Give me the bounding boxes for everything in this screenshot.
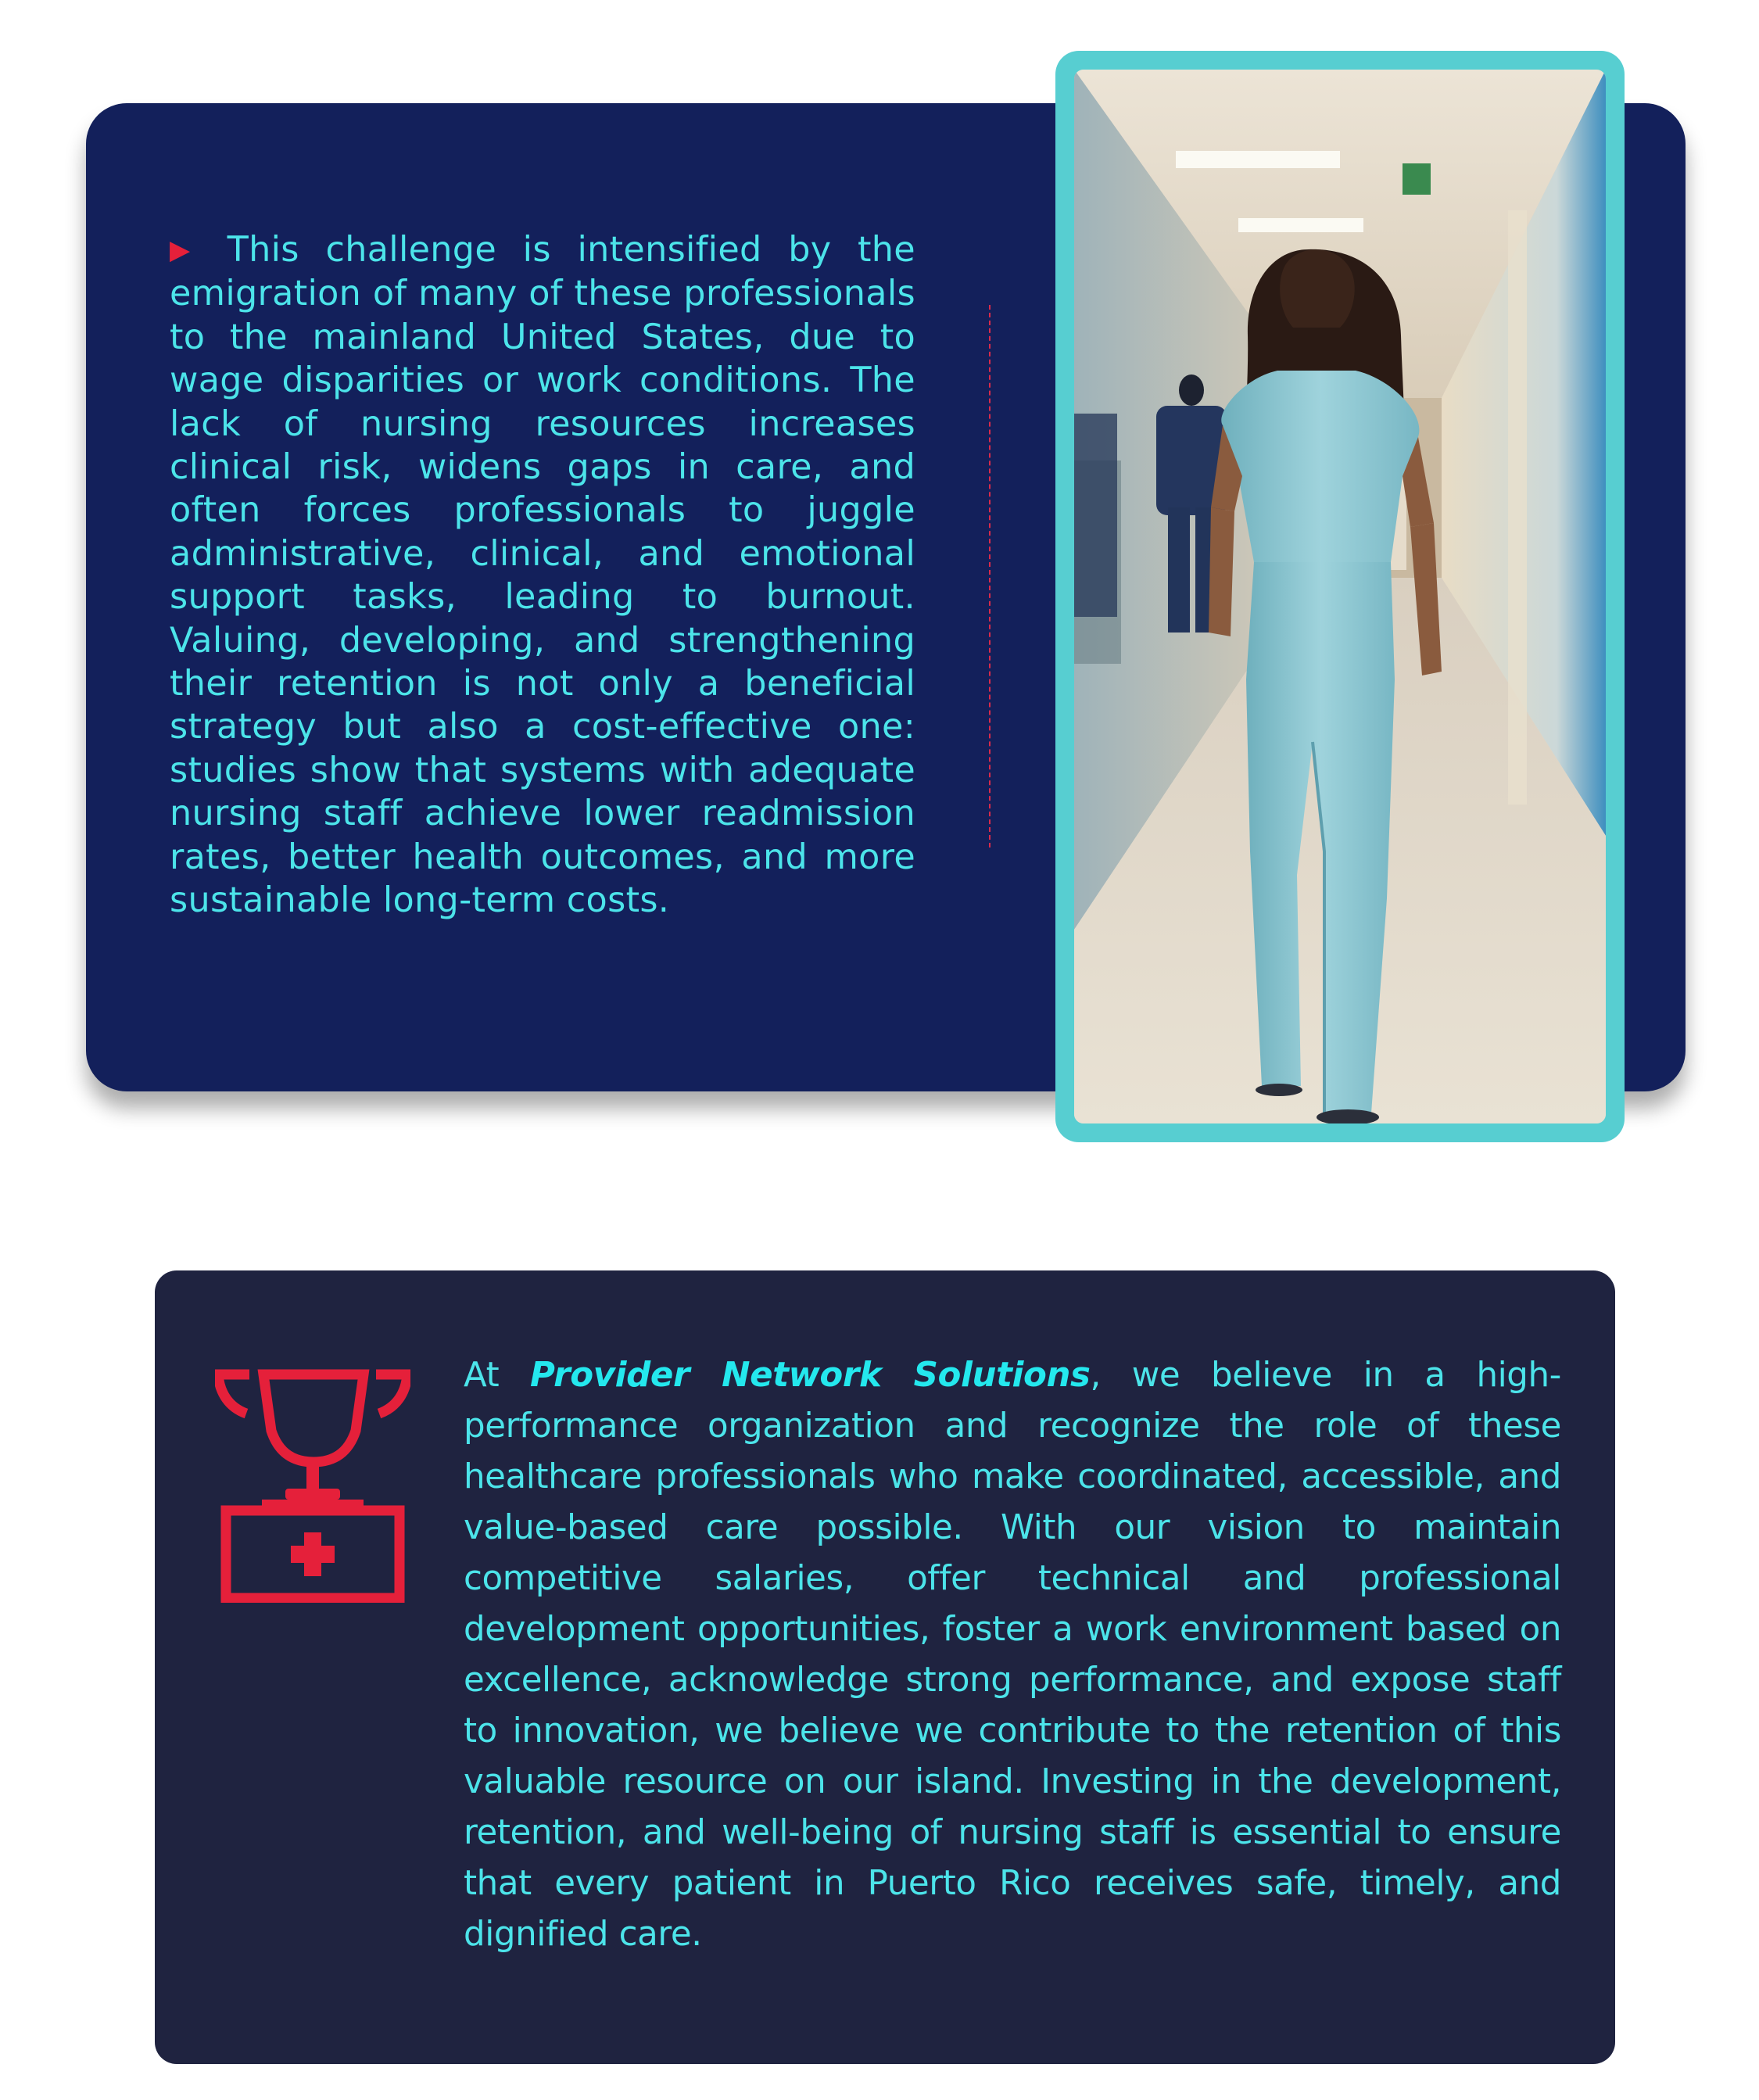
trophy-medical-kit-icon [215, 1359, 410, 1603]
mission-paragraph [464, 1350, 1561, 1960]
play-arrow-icon: ▶ [170, 235, 206, 266]
mission-body: , we believe in a high-performance organization and recognize the role of these healthcare professionals who make coordinated, accessible, and value-based care possible. With our vision to maintain competitive salaries, offer technical and professional development opportunities, foster a work environment based on excellence, acknowledge strong performance, and expose staff to innovation, we believe we contribute to the retention of this valuable resource on our island. Investing in the development, retention, and well-being of nursing staff is essential to ensure that every patient in Puerto Rico receives safe, timely, and dignified care. [464, 1356, 1561, 1954]
challenge-paragraph [170, 228, 915, 923]
challenge-text: This challenge is intensified by the emigration of many of these professionals to the mainland United States, due to wage disparities or work conditions. The lack of nursing resources increases clinical risk, widens gaps in care, and often forces professionals to juggle administrative, clinical, and emotional support tasks, leading to burnout. Valuing, developing, and strengthening their retention is not only a beneficial strategy but also a cost-effective one: studies show that systems with adequate nursing staff achieve lower readmission rates, better health outcomes, and more sustainable long-term costs. [170, 230, 915, 921]
mission-prefix: At [464, 1356, 531, 1395]
dashed-divider [989, 305, 991, 848]
nurse-hallway-photo [1074, 70, 1606, 1123]
company-name: Provider Network Solutions [530, 1356, 1091, 1395]
photo-frame [1055, 51, 1625, 1142]
